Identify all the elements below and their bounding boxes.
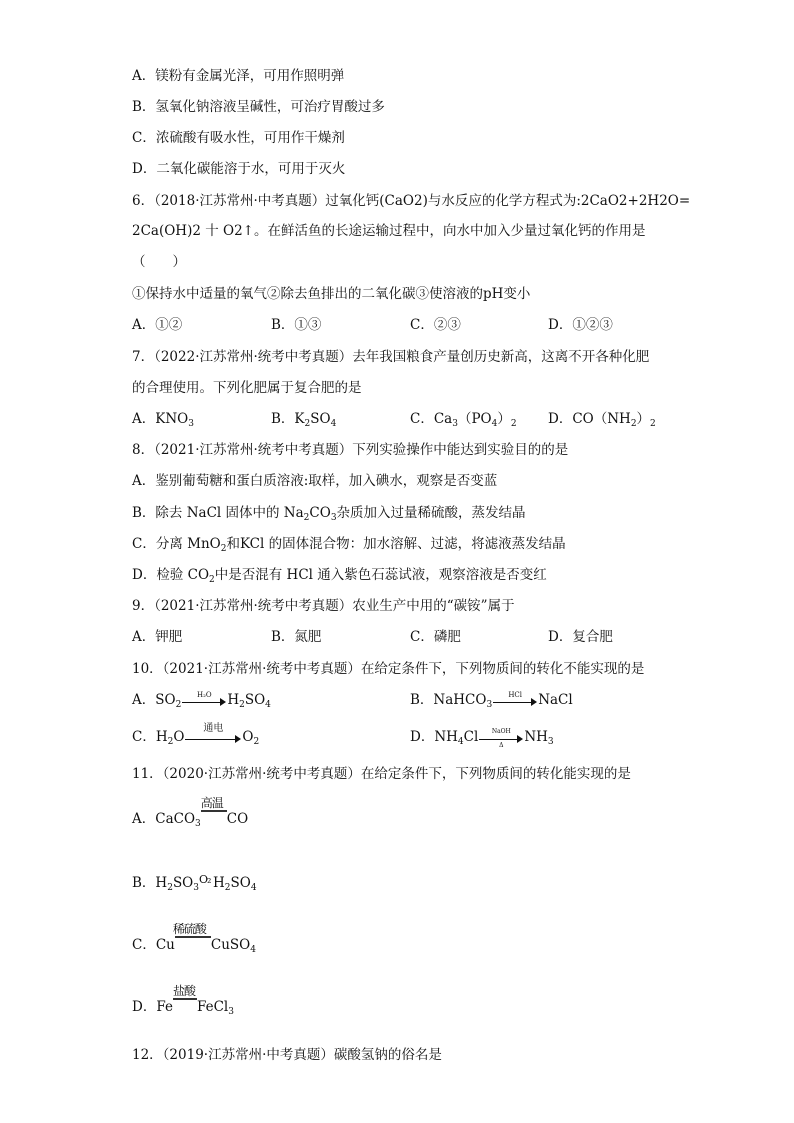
q6-stem-line2: 2Ca(OH)2 十 O2↑。在鲜活鱼的长途运输过程中，向水中加入少量过氧化钙的作用是	[132, 223, 646, 239]
q7-stem-line2: 的合理使用。下列化肥属于复合肥的是	[132, 380, 362, 396]
q8-option-a: A．鉴别葡萄糖和蛋白质溶液:取样，加入碘水，观察是否变蓝	[132, 473, 498, 489]
q7-stem-line1: 7．（2022·江苏常州·统考中考真题）去年我国粮食产量创历史新高，这离不开各种化肥	[132, 349, 650, 365]
q7-option-b: B．$K_2SO_4$	[271, 411, 337, 429]
reaction-condition-mark: 盐酸	[172, 984, 195, 998]
q5-option-d: D．二氧化碳能溶于水，可用于灭火	[132, 161, 346, 177]
q11-stem: 11．（2020·江苏常州·统考中考真题）在给定条件下，下列物质间的转化能实现的是	[132, 766, 631, 782]
q11-option-c: C．Cu 稀硫酸 CuSO$_4$	[132, 922, 256, 955]
q5-option-a: A．镁粉有金属光泽，可用作照明弹	[132, 68, 345, 84]
q9-option-a: A．钾肥	[132, 629, 183, 645]
q11-option-d: D．Fe 盐酸 FeCl$_3$	[132, 984, 234, 1017]
q7-option-c: C．$Ca_3(PO_4)_2$	[410, 411, 517, 429]
q12-stem: 12．（2019·江苏常州·中考真题）碳酸氢钠的俗名是	[132, 1047, 442, 1063]
reaction-condition-mark: 稀硫酸	[175, 936, 211, 954]
q9-stem: 9．（2021·江苏常州·统考中考真题）农业生产中用的“碳铵”属于	[132, 598, 515, 614]
q8-option-d: D．检验 $CO_2$中是否混有 HCl 通入紫色石蕊试液，观察溶液是否变红	[132, 567, 547, 585]
q6-statements: ①保持水中适量的氧气②除去鱼排出的二氧化碳③使溶液的pH变小	[132, 286, 531, 302]
q10-option-a: A．$SO_2$ H₂O $H_2SO_4$	[132, 690, 271, 710]
reaction-arrow-icon: NaOH Δ	[479, 732, 523, 744]
q8-option-b: B．除去 NaCl 固体中的 $Na_2CO_3$杂质加入过量稀硫酸，蒸发结晶	[132, 505, 526, 523]
q7-option-d: D．$CO(NH_2)_2$	[548, 411, 656, 429]
q6-answer-blank: （ ）	[132, 254, 186, 270]
q6-option-d: D．①②③	[548, 317, 613, 333]
q6-option-c: C．②③	[410, 317, 461, 333]
q10-stem: 10．（2021·江苏常州·统考中考真题）在给定条件下，下列物质间的转化不能实现的是	[132, 661, 645, 677]
q10-option-d: D．$NH_4Cl$ NaOH Δ $NH_3$	[410, 727, 554, 749]
reaction-arrow-icon: 通电	[185, 732, 241, 744]
q9-option-b: B．氮肥	[271, 629, 322, 645]
q10-option-c: C．$H_2O$ 通电 $O_2$	[132, 722, 260, 747]
q9-option-c: C．磷肥	[410, 629, 461, 645]
q6-stem-line1: 6．（2018·江苏常州·中考真题）过氧化钙(CaO2)与水反应的化学方程式为:2CaO2+2H2O=	[132, 193, 691, 209]
q5-option-b: B．氢氧化钠溶液呈碱性，可治疗胃酸过多	[132, 99, 385, 115]
reaction-arrow-icon: H₂O	[182, 695, 226, 707]
reaction-condition-mark: 高温	[201, 810, 227, 828]
q10-option-b: B．NaHCO$_3$ HCl NaCl	[410, 690, 573, 710]
q11-option-a: A．CaCO$_3$ 高温 CO	[132, 796, 249, 829]
q9-option-d: D．复合肥	[548, 629, 613, 645]
q7-option-a: A．$KNO_3$	[132, 411, 194, 429]
reaction-arrow-icon: HCl	[493, 695, 537, 707]
q8-stem: 8．（2021·江苏常州·统考中考真题）下列实验操作中能达到实验目的的是	[132, 442, 569, 458]
q5-option-c: C．浓硫酸有吸水性，可用作干燥剂	[132, 130, 345, 146]
q11-option-b: B．$H_2SO_3$ O₂ $H_2SO_4$	[132, 873, 257, 893]
q6-option-a: A．①②	[132, 317, 183, 333]
q8-option-c: C．分离 MnO$_2$和KCl 的固体混合物：加水溶解、过滤，将滤液蒸发结晶	[132, 536, 566, 554]
q6-option-b: B．①③	[271, 317, 322, 333]
